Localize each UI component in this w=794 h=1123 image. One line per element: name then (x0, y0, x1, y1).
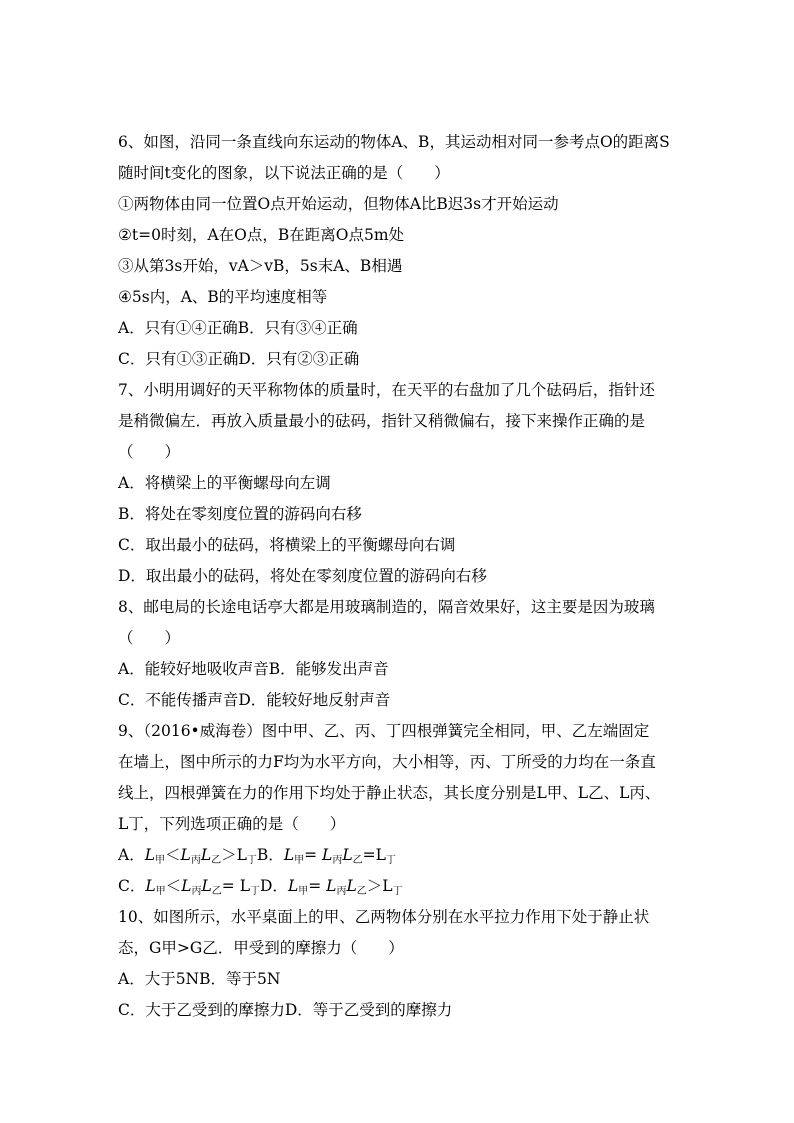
q6-options-ab: A．只有①④正确B．只有③④正确 (118, 319, 358, 337)
q7-stem-line-3: （ ） (118, 443, 181, 461)
q6-stem-line-2: 随时间t变化的图象，以下说法正确的是（ ） (118, 164, 450, 182)
q9-d-s2: 丙 (336, 886, 347, 897)
q9-stem-line-4: L丁，下列选项正确的是（ ） (118, 815, 346, 833)
q9-option-c-prefix: C． (118, 877, 146, 895)
q9-options-cd (118, 873, 778, 899)
q6-stem-line-1: 6、如图，沿同一条直线向东运动的物体A、B，其运动相对同一参考点O的距离S (118, 133, 670, 151)
q9-c-l2: L (181, 877, 192, 895)
q6-statement-3: ③从第3s开始，vA＞vB，5s末A、B相遇 (118, 257, 403, 275)
q7-option-d: D．取出最小的砝码，将处在零刻度位置的游码向右移 (118, 567, 487, 585)
q9-a-s2: 丙 (190, 855, 201, 866)
q9-b-l2: L (322, 846, 333, 864)
q10-options-ab: A．大于5NB．等于5N (118, 970, 281, 988)
q9-d-s3: 乙 (356, 886, 367, 897)
q6-statement-1: ①两物体由同一位置O点开始运动，但物体A比B迟3s才开始运动 (118, 195, 559, 213)
q9-a-op1: ＜ (165, 846, 181, 864)
q9-option-a-prefix: A． (118, 846, 145, 864)
q7-option-c: C．取出最小的砝码，将横梁上的平衡螺母向右调 (118, 536, 456, 554)
q9-b-l1: L (283, 846, 295, 864)
q9-c-s2: 丙 (191, 886, 202, 897)
q9-a-l3: L (200, 846, 212, 864)
q8-options-cd: C．不能传播声音D．能较好地反射声音 (118, 691, 391, 709)
q7-stem-line-2: 是稍微偏左．再放入质量最小的砝码，指针又稍微偏右，接下来操作正确的是 (118, 412, 646, 430)
q9-option-d-prefix: D． (260, 877, 288, 895)
q9-stem-line-3: 线上，四根弹簧在力的作用下均处于静止状态，其长度分别是L甲、L乙、L丙、 (118, 784, 661, 802)
q9-d-s4: 丁 (392, 886, 403, 897)
q9-a-l2: L (180, 846, 191, 864)
q9-d-l1: L (287, 877, 299, 895)
q9-c-s3: 乙 (211, 886, 222, 897)
q6-statement-4: ④5s内，A、B的平均速度相等 (118, 288, 328, 306)
q9-c-s4: 丁 (250, 886, 260, 897)
q9-stem-line-2: 在墙上，图中所示的力F均为水平方向，大小相等，丙、丁所受的力均在一条直 (118, 753, 656, 771)
q9-c-s1: 甲 (155, 886, 166, 897)
q9-option-b-prefix: B． (256, 846, 284, 864)
q9-c-op1: ＜ (165, 877, 182, 895)
q9-b-op2: = (362, 846, 376, 864)
q10-stem-line-2: 态，G甲>G乙．甲受到的摩擦力（ ） (118, 939, 404, 957)
q9-b-l4: L (375, 846, 386, 864)
q9-b-s2: 丙 (332, 855, 343, 866)
q9-a-op2: ＞ (221, 846, 237, 864)
q9-d-op2: ＞ (366, 877, 383, 895)
q7-option-a: A．将横梁上的平衡螺母向左调 (118, 474, 331, 492)
q9-a-l1: L (144, 846, 155, 864)
q7-stem-line-1: 7、小明用调好的天平称物体的质量时，在天平的右盘加了几个砝码后，指针还 (118, 381, 655, 399)
q9-c-op2: = (221, 877, 240, 895)
q9-options-ab (118, 842, 778, 868)
q9-d-l3: L (346, 877, 357, 895)
q6-statement-2: ②t=0时刻，A在O点，B在距离O点5m处 (118, 226, 405, 244)
q9-d-op1: = (308, 877, 327, 895)
q10-stem-line-1: 10、如图所示，水平桌面上的甲、乙两物体分别在水平拉力作用下处于静止状 (118, 908, 650, 926)
q9-a-s1: 甲 (155, 855, 165, 866)
q9-a-s3: 乙 (211, 855, 222, 866)
q9-b-l3: L (342, 846, 353, 864)
q9-c-l4: L (239, 877, 250, 895)
q8-stem-line-1: 8、邮电局的长途电话亭大都是用玻璃制造的，隔音效果好，这主要是因为玻璃 (118, 598, 655, 616)
q6-options-cd: C．只有①③正确D．只有②③正确 (118, 350, 360, 368)
q8-stem-line-2: （ ） (118, 629, 181, 647)
q9-b-s4: 丁 (385, 855, 396, 866)
q10-options-cd: C．大于乙受到的摩擦力D．等于乙受到的摩擦力 (118, 1001, 453, 1019)
q9-stem-line-1: 9、（2016•威海卷）图中甲、乙、丙、丁四根弹簧完全相同，甲、乙左端固定 (118, 722, 650, 740)
q9-d-l4: L (382, 877, 393, 895)
q9-b-op1: = (304, 846, 323, 864)
q9-b-s1: 甲 (294, 855, 305, 866)
q9-a-l4: L (236, 846, 247, 864)
q9-c-l1: L (145, 877, 156, 895)
q9-d-s1: 甲 (298, 886, 309, 897)
q9-c-l3: L (201, 877, 212, 895)
q9-d-l2: L (326, 877, 337, 895)
q9-b-s3: 乙 (352, 855, 363, 866)
q8-options-ab: A．能较好地吸收声音B．能够发出声音 (118, 660, 389, 678)
q9-a-s4: 丁 (246, 855, 257, 866)
q7-option-b: B．将处在零刻度位置的游码向右移 (118, 505, 362, 523)
